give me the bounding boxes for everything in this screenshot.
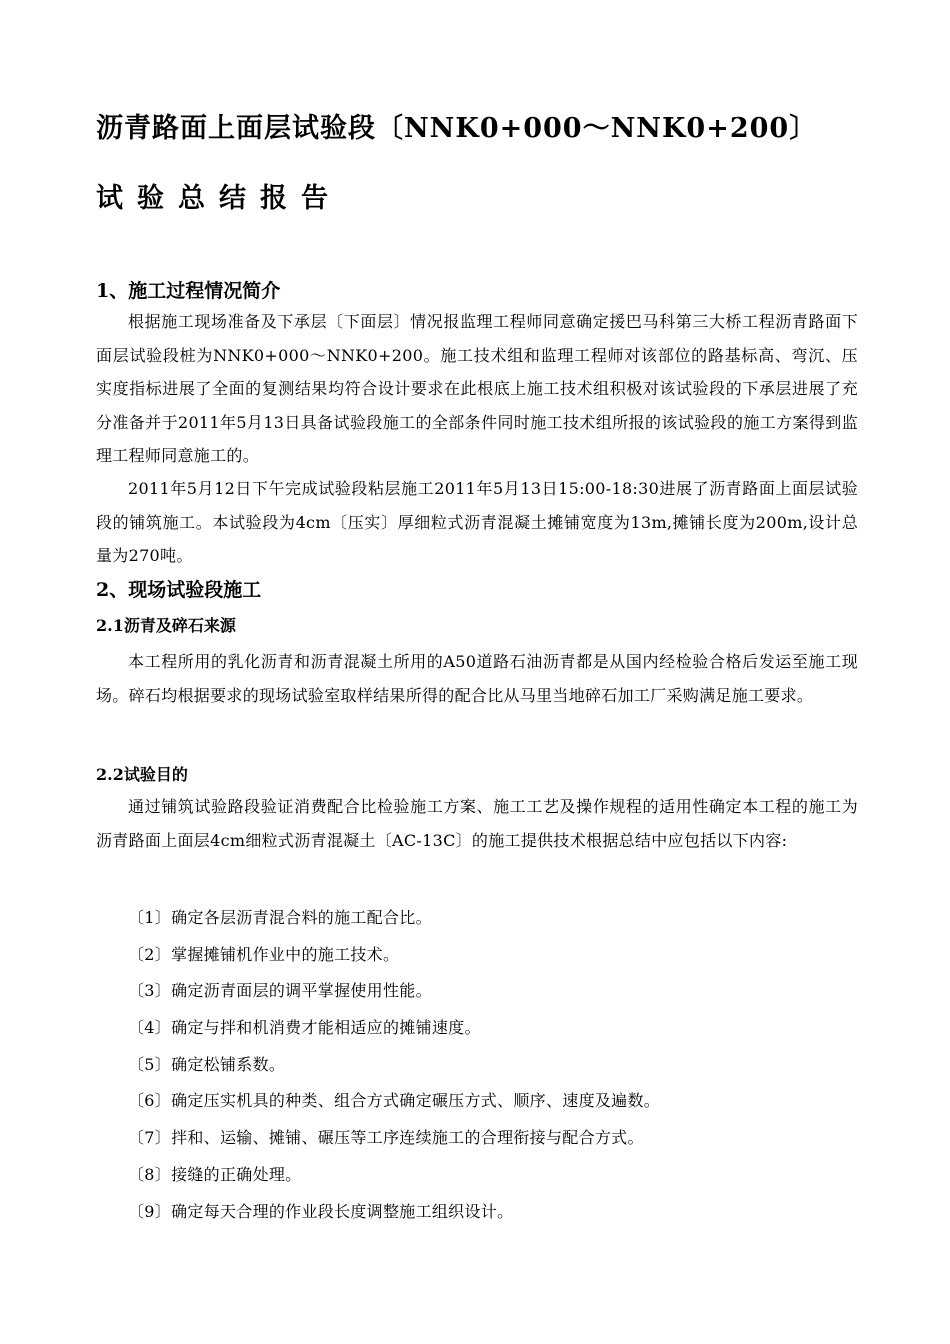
report-title-line2: 试验总结报告 [96,183,342,214]
section2-1-paragraph: 本工程所用的乳化沥青和沥青混凝土所用的A50道路石油沥青都是从国内经检验合格后发运至施工现场。碎石均根据要求的现场试验室取样结果所得的配合比从马里当地碎石加工厂采购满足施工要求。 [96,652,858,705]
list-item: 〔5〕确定松铺系数。 [128,1054,286,1074]
report-title-line1: 沥青路面上面层试验段〔NNK0+000～NNK0+200〕 [96,113,818,144]
section2-2-paragraph: 通过铺筑试验路段验证消费配合比检验施工方案、施工工艺及操作规程的适用性确定本工程的施工为沥青路面上面层4cm细粒式沥青混凝土〔AC-13C〕的施工提供技术根据总结中应包括以下内容: [96,797,858,850]
list-item: 〔4〕确定与拌和机消费才能相适应的摊铺速度。 [128,1018,481,1038]
section1-paragraph1: 根据施工现场准备及下承层〔下面层〕情况报监理工程师同意确定援巴马科第三大桥工程沥青路面下面层试验段桩为NNK0+000～NNK0+200。施工技术组和监理工程师对该部位的路基标高、弯沉、压实度指标进展了全面的复测结果均符合设计要求在此根底上施工技术组积极对该试验段的下承层进展了充分准备并于2011年5月13日具备试验段施工的全部条件同时施工技术组所报的该试验段的施工方案得到监理工程师同意施工的。 [96,312,858,465]
list-item: 〔8〕接缝的正确处理。 [128,1164,302,1184]
section2-heading: 2、现场试验段施工 [96,579,262,601]
objective-list [128,900,660,1230]
list-item: 〔7〕拌和、运输、摊铺、碾压等工序连续施工的合理衔接与配合方式。 [128,1128,644,1148]
list-item: 〔3〕确定沥青面层的调平掌握使用性能。 [128,981,432,1001]
list-item: 〔9〕确定每天合理的作业段长度调整施工组织设计。 [128,1201,514,1221]
section1-heading: 1、施工过程情况简介 [96,280,281,302]
list-item: 〔6〕确定压实机具的种类、组合方式确定碾压方式、顺序、速度及遍数。 [128,1091,661,1111]
section1-paragraph2: 2011年5月12日下午完成试验段粘层施工2011年5月13日15:00-18:30进展了沥青路面上面层试验段的铺筑施工。本试验段为4cm〔压实〕厚细粒式沥青混凝土摊铺宽度为13m,摊铺长度为200m,设计总量为270吨。 [96,479,858,565]
list-item: 〔1〕确定各层沥青混合料的施工配合比。 [128,908,432,927]
section2-1-heading: 2.1沥青及碎石来源 [96,616,236,635]
list-item: 〔2〕掌握摊铺机作业中的施工技术。 [128,944,400,964]
section2-2-heading: 2.2试验目的 [96,765,188,784]
